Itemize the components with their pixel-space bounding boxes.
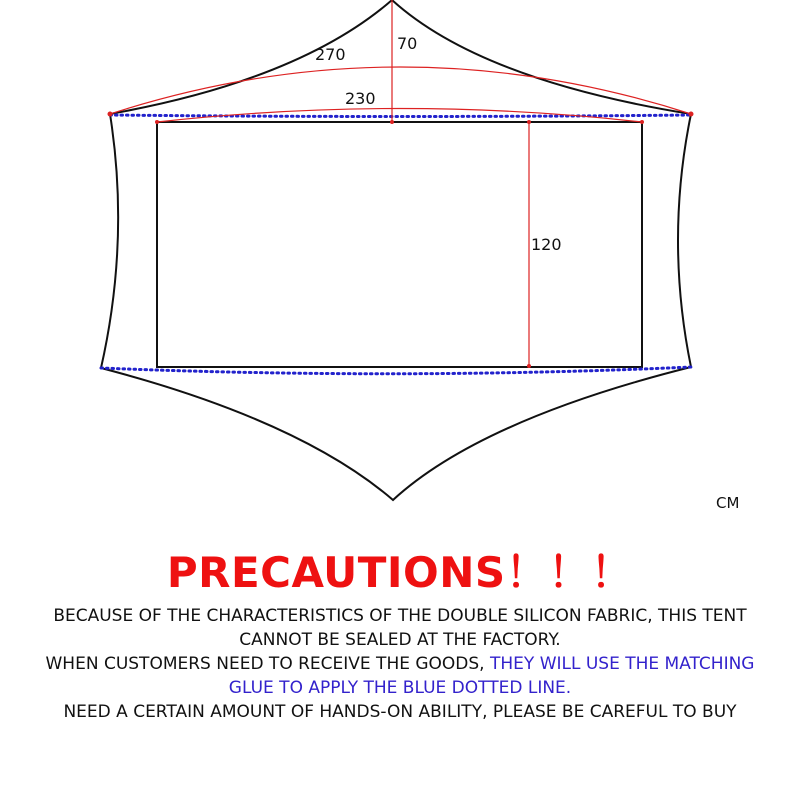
note-line-1: BECAUSE OF THE CHARACTERISTICS OF THE DOUBLE SILICON FABRIC, THIS TENT CANNOT BE SEALED AT THE FACTORY.	[53, 606, 747, 650]
note-line-2-text: WHEN CUSTOMERS NEED TO RECEIVE THE GOODS,	[45, 654, 490, 674]
inner-rectangle	[157, 122, 642, 367]
dimension-point	[155, 120, 159, 124]
dimension-point	[108, 112, 113, 117]
unit-label: CM	[716, 494, 740, 512]
dimension-point	[527, 364, 531, 368]
bottom-seam-dotted-line	[101, 367, 691, 374]
dimension-point	[390, 120, 394, 124]
precautions-notes	[40, 604, 760, 724]
dimension-arc-inner	[157, 109, 642, 123]
dimension-arc-outer	[110, 67, 691, 114]
dimension-label-230: 230	[345, 89, 376, 108]
top-seam-dotted-line	[110, 115, 691, 117]
dimension-point	[527, 120, 531, 124]
note-line-2	[40, 652, 760, 700]
dimension-label-120: 120	[531, 235, 562, 254]
dimension-point	[640, 120, 644, 124]
dimension-label-270: 270	[315, 45, 346, 64]
note-line-3: NEED A CERTAIN AMOUNT OF HANDS-ON ABILITY, PLEASE BE CAREFUL TO BUY	[63, 702, 737, 722]
note-line-2-highlight: THEY WILL USE THE MATCHING GLUE TO APPLY THE BLUE DOTTED LINE.	[228, 654, 755, 698]
tent-outline	[101, 0, 691, 500]
dimension-label-70: 70	[397, 34, 418, 53]
dimension-point	[689, 112, 694, 117]
precautions-title: PRECAUTIONS！！！	[166, 548, 634, 597]
